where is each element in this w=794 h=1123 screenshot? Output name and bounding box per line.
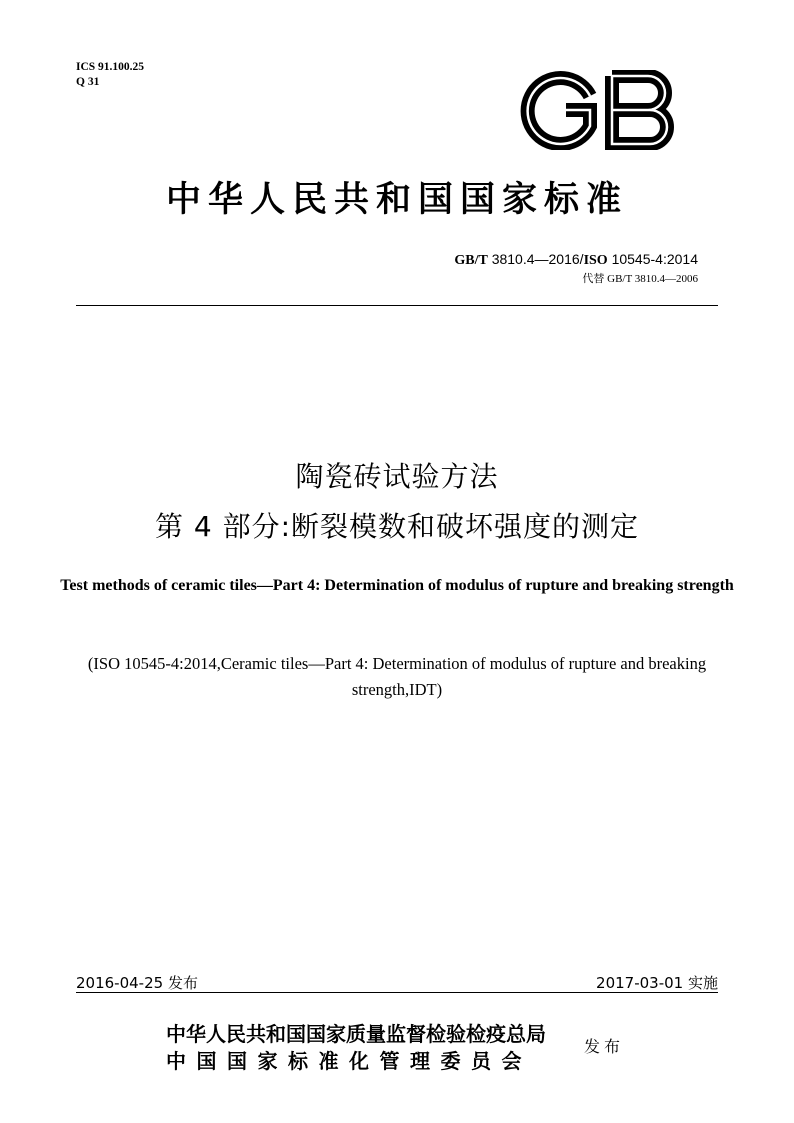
- footer-divider: [76, 992, 718, 993]
- classification-codes: [76, 60, 144, 90]
- standard-number-value: 3810.4—2016/: [491, 251, 584, 267]
- national-standard-heading: 中华人民共和国国家标准: [165, 179, 628, 220]
- gb-logo: [520, 70, 674, 150]
- title-cn-line1: 陶瓷砖试验方法: [295, 460, 499, 493]
- ccs-code: Q 31: [76, 76, 100, 88]
- issuer-line1: 中华人民共和国国家质量监督检验检疫总局: [166, 1022, 546, 1046]
- iso-number: 10545-4:2014: [611, 251, 698, 267]
- issued-label: 发布: [584, 1037, 625, 1056]
- title-cn-line2: 第 4 部分:断裂模数和破坏强度的测定: [154, 510, 640, 543]
- standard-prefix: GB/T: [454, 253, 488, 268]
- implementation-date: 2017-03-01 实施: [596, 974, 718, 992]
- header-divider: [76, 305, 718, 306]
- replaces-note: 代替 GB/T 3810.4—2006: [582, 273, 698, 285]
- standard-number: [454, 251, 698, 269]
- issuer-line2: 中国国家标准化管理委员会: [166, 1049, 532, 1073]
- ics-code: ICS 91.100.25: [76, 61, 145, 73]
- iso-reference: (ISO 10545-4:2014,Ceramic tiles—Part 4: Determination of modulus of rupture and breaking strength,IDT): [87, 654, 707, 699]
- publication-date: 2016-04-25 发布: [76, 974, 198, 992]
- title-english: Test methods of ceramic tiles—Part 4: Determination of modulus of rupture and breaking strength: [60, 577, 734, 594]
- iso-prefix: ISO: [583, 253, 608, 268]
